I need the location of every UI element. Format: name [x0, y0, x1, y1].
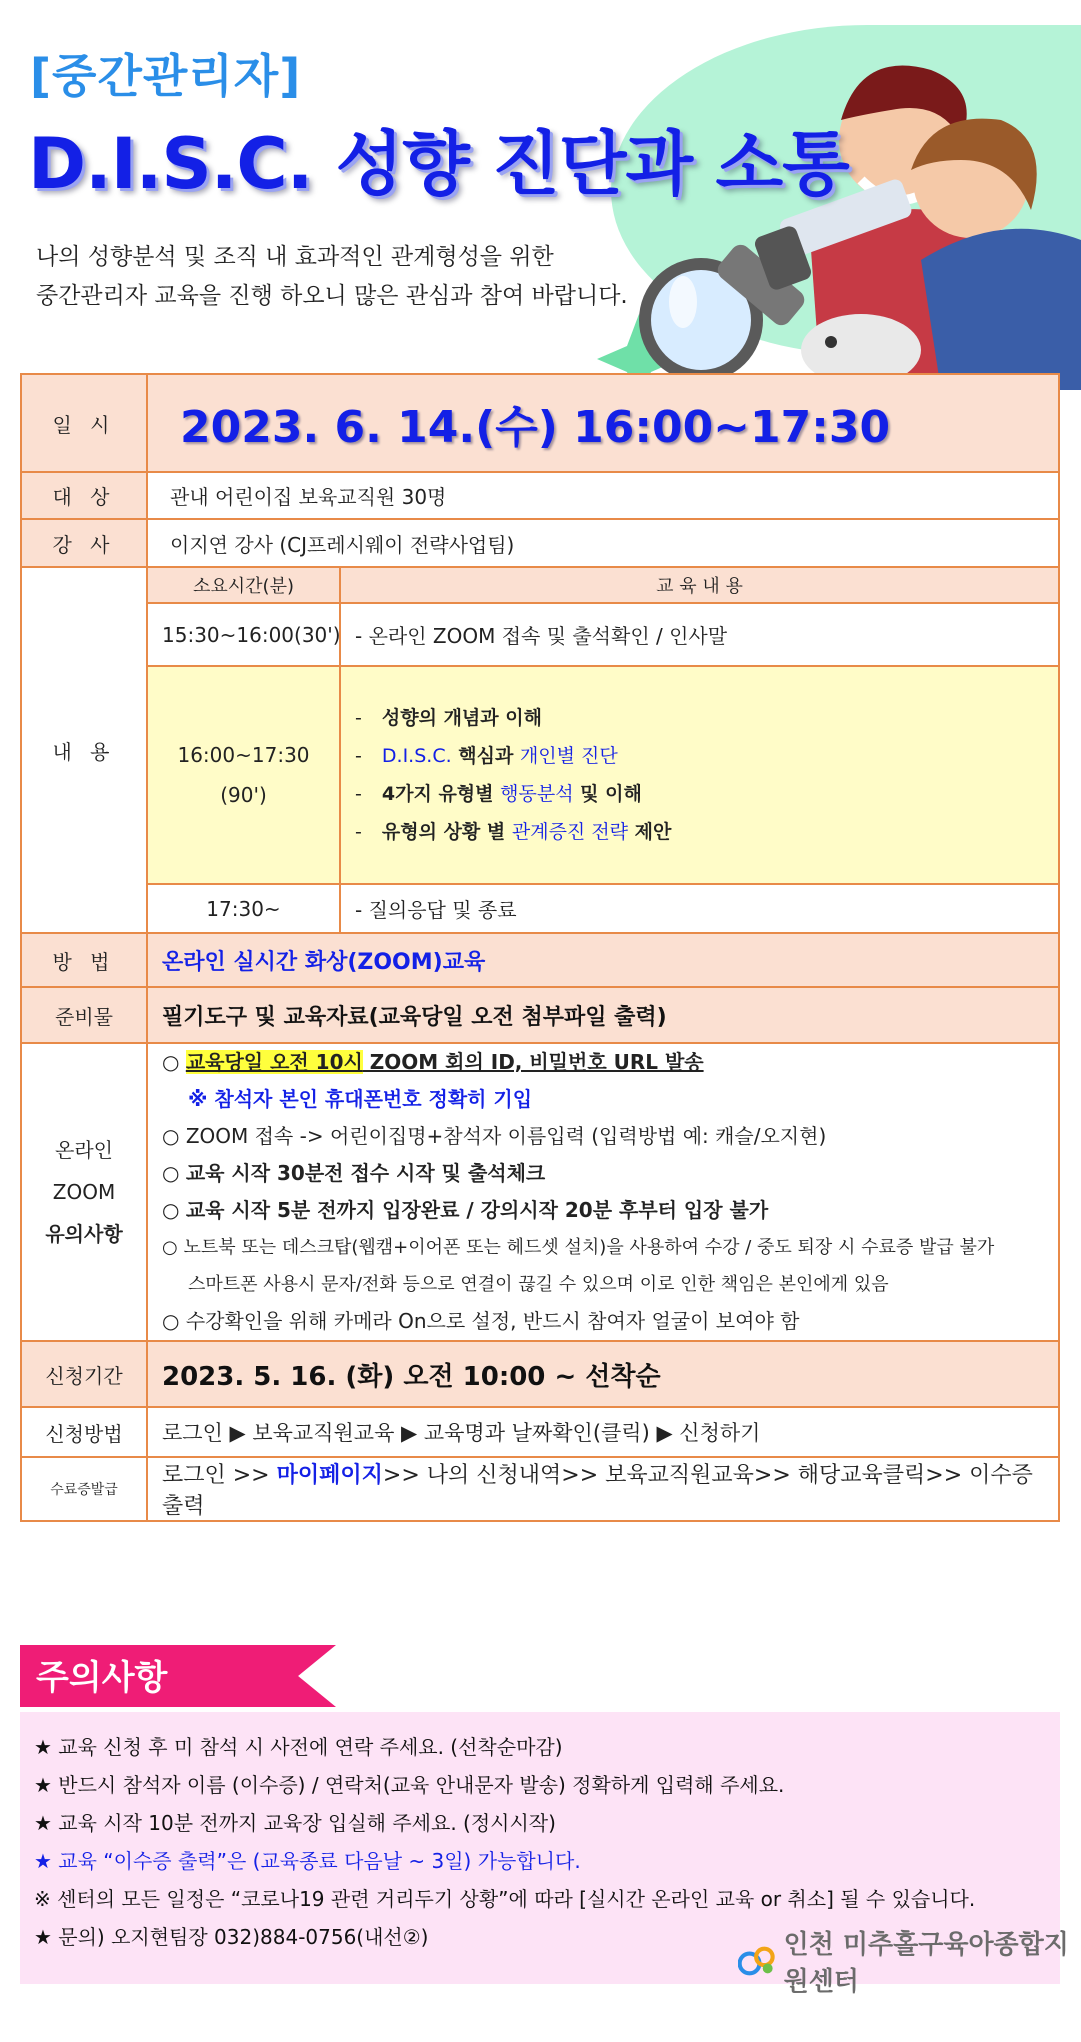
- content-label: 내 용: [21, 567, 147, 933]
- page-title: D.I.S.C. 성향 진단과 소통: [28, 123, 849, 205]
- row2-time-duration: (90'): [220, 783, 267, 807]
- intro-line-1: 나의 성향분석 및 조직 내 효과적인 관계형성을 위한: [36, 244, 554, 270]
- apply-label: 신청방법: [21, 1407, 147, 1457]
- period-label: 신청기간: [21, 1341, 147, 1407]
- subtitle: [중간관리자]: [30, 49, 302, 103]
- caution-item: ★ 교육 신청 후 미 참석 시 사전에 연락 주세요. (선착순마감): [34, 1735, 563, 1759]
- note-5b: 스마트폰 사용시 문자/전화 등으로 연결이 끊길 수 있으며 이로 인한 책임은 본인에게 있음: [188, 1274, 889, 1295]
- apply-value: 로그인 ▶ 보육교직원교육 ▶ 교육명과 날짜확인(클릭) ▶ 신청하기: [147, 1407, 1059, 1457]
- prep-value: 필기도구 및 교육자료(교육당일 오전 첨부파일 출력): [162, 1004, 667, 1030]
- caution-item: ★ 교육 시작 10분 전까지 교육장 입실해 주세요. (정시시작): [34, 1811, 556, 1835]
- target-value: 관내 어린이집 보육교직원 30명: [147, 472, 1059, 519]
- date-value: 2023. 6. 14.(수) 16:00~17:30: [180, 402, 891, 453]
- notes-label: [21, 1043, 147, 1341]
- program-item: - 4가지 유형별 행동분석 및 이해: [355, 775, 1044, 813]
- row2-time-range: 16:00~17:30: [177, 743, 310, 767]
- notes-label-line-2: ZOOM: [52, 1180, 116, 1204]
- caution-item: ★ 반드시 참석자 이름 (이수증) / 연락처(교육 안내문자 발송) 정확하게 입력해 주세요.: [34, 1773, 785, 1797]
- org-logo: [738, 1924, 1081, 1998]
- notes-label-line-3: 유의사항: [45, 1222, 123, 1246]
- prep-label: 준비물: [21, 987, 147, 1043]
- cert-label: 수료증발급: [21, 1457, 147, 1521]
- caution-item: ※ 센터의 모든 일정은 “코로나19 관련 거리두기 상황”에 따라 [실시간 온라인 교육 or 취소] 될 수 있습니다.: [34, 1887, 976, 1911]
- target-label: 대 상: [21, 472, 147, 519]
- caution-list: [34, 1728, 975, 1956]
- program-table: [148, 568, 1058, 932]
- intro-text: [36, 238, 628, 316]
- mypage-link[interactable]: 마이페이지: [276, 1463, 383, 1488]
- date-label: 일 시: [21, 374, 147, 472]
- col-time-header: 소요시간(분): [148, 568, 340, 603]
- row1-time: 15:30~16:00(30'): [148, 603, 340, 666]
- caution-title: 주의사항: [36, 1658, 168, 1698]
- period-value: 2023. 5. 16. (화) 오전 10:00 ~ 선착순: [162, 1361, 661, 1392]
- caution-item: ★ 문의) 오지현팀장 032)884-0756(내선②): [34, 1925, 429, 1949]
- row3-time: 17:30~: [148, 884, 340, 932]
- lecturer-value: 이지연 강사 (CJ프레시웨이 전략사업팀): [147, 519, 1059, 567]
- note-4: ○ 교육 시작 5분 전까지 입장완료 / 강의시작 20분 후부터 입장 불가: [162, 1198, 769, 1222]
- note-3: ○ 교육 시작 30분전 접수 시작 및 출석체크: [162, 1161, 546, 1185]
- org-name: 인천 미추홀구육아종합지원센터: [783, 1930, 1069, 1997]
- org-logo-icon: [738, 1940, 778, 1982]
- zoom-notes: [147, 1043, 1059, 1341]
- col-content-header: 교 육 내 용: [340, 568, 1058, 603]
- note-2: ○ ZOOM 접속 -> 어린이집명+참석자 이름입력 (입력방법 예: 캐슬/오지현): [162, 1124, 827, 1148]
- row1-content: - 온라인 ZOOM 접속 및 출석확인 / 인사말: [340, 603, 1058, 666]
- row2-time: [148, 666, 340, 884]
- program-item: - 성향의 개념과 이해: [355, 699, 1044, 737]
- method-value: 온라인 실시간 화상(ZOOM)교육: [162, 949, 486, 975]
- intro-line-2: 중간관리자 교육을 진행 하오니 많은 관심과 참여 바랍니다.: [36, 283, 628, 309]
- method-label: 방 법: [21, 933, 147, 987]
- note-5: ○ 노트북 또는 데스크탑(웹캠+이어폰 또는 헤드셋 설치)을 사용하여 수강 / 중도 퇴장 시 수료증 발급 불가: [162, 1237, 995, 1258]
- row3-content: - 질의응답 및 종료: [340, 884, 1058, 932]
- note-1-sub: ※ 참석자 본인 휴대폰번호 정확히 기입: [188, 1087, 533, 1111]
- note-6: ○ 수강확인을 위해 카메라 On으로 설정, 반드시 참여자 얼굴이 보여야 함: [162, 1309, 800, 1333]
- program-item: - 유형의 상황 별 관계증진 전략 제안: [355, 813, 1044, 851]
- kids-with-magnifier-illustration: [561, 30, 1081, 410]
- program-item: - D.I.S.C. 핵심과 개인별 진단: [355, 737, 1044, 775]
- cert-value: 로그인 >> 마이페이지>> 나의 신청내역>> 보육교직원교육>> 해당교육클릭>> 이수증출력: [147, 1457, 1059, 1521]
- notes-label-line-1: 온라인: [55, 1138, 113, 1162]
- lecturer-label: 강 사: [21, 519, 147, 567]
- note-1: ○ 교육당일 오전 10시 ZOOM 회의 ID, 비밀번호 URL 발송: [162, 1050, 704, 1074]
- event-info-table: [20, 373, 1060, 1522]
- caution-item: ★ 교육 “이수증 출력”은 (교육종료 다음날 ~ 3일) 가능합니다.: [34, 1849, 581, 1873]
- row2-content: [340, 666, 1058, 884]
